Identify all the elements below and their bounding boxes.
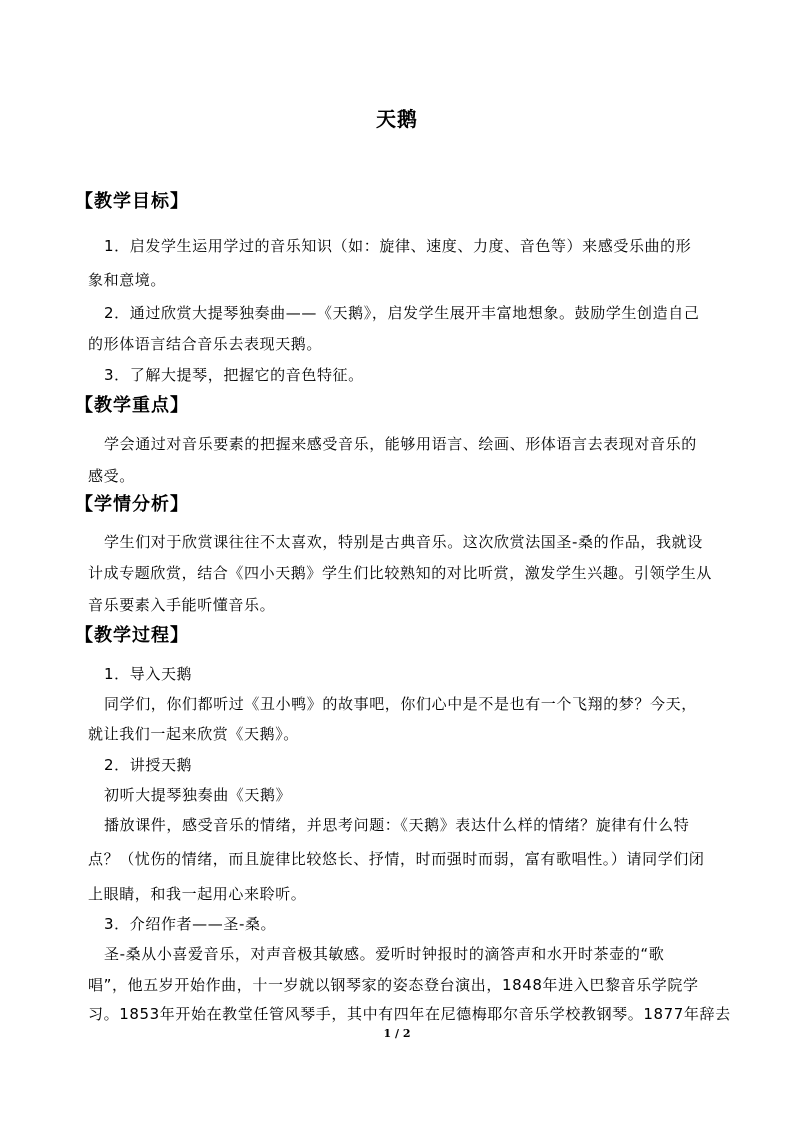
process-line: 习。1853年开始在教堂任管风琴手，其中有四年在尼德梅耶尔音乐学校教钢琴。1877年辞去	[88, 1005, 731, 1023]
objectives-line: 3．了解大提琴，把握它的音色特征。	[104, 366, 364, 384]
objectives-line: 的形体语言结合音乐去表现天鹅。	[88, 335, 323, 353]
heading-analysis: 【学情分析】	[75, 494, 189, 515]
analysis-line: 计成专题欣赏，结合《四小天鹅》学生们比较熟知的对比听赏，激发学生兴趣。引领学生从	[88, 564, 713, 582]
process-line: 1．导入天鹅	[104, 665, 193, 683]
process-line: 初听大提琴独奏曲《天鹅》	[104, 786, 292, 804]
process-line: 圣-桑从小喜爱音乐，对声音极其敏感。爱听时钟报时的滴答声和水开时茶壶的“歌	[104, 945, 665, 963]
process-line: 上眼睛，和我一起用心来聆听。	[88, 885, 307, 903]
analysis-line: 音乐要素入手能听懂音乐。	[88, 596, 276, 614]
heading-key-points: 【教学重点】	[75, 395, 189, 416]
key-points-line: 感受。	[88, 467, 135, 485]
objectives-line: 1．启发学生运用学过的音乐知识（如：旋律、速度、力度、音色等）来感受乐曲的形	[104, 237, 692, 255]
key-points-line: 学会通过对音乐要素的把握来感受音乐，能够用语言、绘画、形体语言去表现对音乐的	[104, 435, 697, 453]
process-line: 同学们，你们都听过《丑小鸭》的故事吧，你们心中是不是也有一个飞翔的梦？今天，	[104, 695, 697, 713]
objectives-line: 象和意境。	[88, 271, 167, 289]
process-line: 唱”，他五岁开始作曲，十一岁就以钢琴家的姿态登台演出，1848年进入巴黎音乐学院学	[88, 976, 699, 994]
objectives-line: 2．通过欣赏大提琴独奏曲——《天鹅》，启发学生展开丰富地想象。鼓励学生创造自己	[104, 304, 700, 322]
process-line: 就让我们一起来欣赏《天鹅》。	[88, 725, 299, 743]
page-title: 天鹅	[376, 107, 418, 131]
process-line: 3．介绍作者——圣-桑。	[104, 915, 277, 933]
page-number: 1 / 2	[383, 1027, 411, 1040]
heading-process: 【教学过程】	[75, 625, 189, 646]
analysis-line: 学生们对于欣赏课往往不太喜欢，特别是古典音乐。这次欣赏法国圣-桑的作品，我就设	[104, 533, 703, 551]
process-line: 2．讲授天鹅	[104, 756, 193, 774]
process-line: 播放课件，感受音乐的情绪，并思考问题：《天鹅》表达什么样的情绪？旋律有什么特	[104, 816, 690, 834]
heading-objectives: 【教学目标】	[75, 191, 189, 212]
process-line: 点？（忧伤的情绪，而且旋律比较悠长、抒情，时而强时而弱，富有歌唱性。）请同学们闭	[88, 850, 705, 868]
